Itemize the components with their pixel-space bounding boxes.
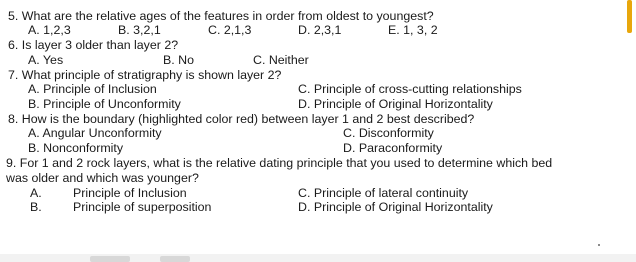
q7-option-d: D. Principle of Original Horizontality xyxy=(298,97,493,111)
q7-option-a: A. Principle of Inclusion xyxy=(28,82,157,96)
q5-option-b: B. 3,2,1 xyxy=(118,23,161,37)
q8-option-b: B. Nonconformity xyxy=(28,141,124,155)
q9-option-d: D. Principle of Original Horizontality xyxy=(298,200,493,214)
question-9-line-2: was older and which was younger? xyxy=(6,171,199,185)
cropped-text-fragment xyxy=(160,256,190,262)
q9-option-a-text: Principle of Inclusion xyxy=(73,186,187,200)
question-7: 7. What principle of stratigraphy is shown layer 2? xyxy=(8,68,282,82)
stray-mark xyxy=(598,244,600,246)
cropped-text-fragment xyxy=(90,256,130,262)
q6-option-a: A. Yes xyxy=(28,53,64,67)
q7-option-c: C. Principle of cross-cutting relationships xyxy=(298,82,522,96)
highlight-marker xyxy=(627,0,632,33)
question-8: 8. How is the boundary (highlighted color red) between layer 1 and 2 best described? xyxy=(8,112,475,126)
q5-option-e: E. 1, 3, 2 xyxy=(388,23,438,37)
q8-option-c: C. Disconformity xyxy=(343,126,434,140)
q6-option-b: B. No xyxy=(163,53,194,67)
q9-option-b-text: Principle of superposition xyxy=(73,200,212,214)
question-9-line-1: 9. For 1 and 2 rock layers, what is the relative dating principle that you used to determine which bed xyxy=(6,156,553,170)
q5-option-a: A. 1,2,3 xyxy=(28,23,71,37)
q5-option-d: D. 2,3,1 xyxy=(298,23,342,37)
q9-option-c: C. Principle of lateral continuity xyxy=(298,186,469,200)
q8-option-a: A. Angular Unconformity xyxy=(28,126,162,140)
q8-option-d: D. Paraconformity xyxy=(343,141,443,155)
q9-option-b-letter: B. xyxy=(30,200,42,214)
q7-option-b: B. Principle of Unconformity xyxy=(28,97,181,111)
question-5: 5. What are the relative ages of the features in order from oldest to youngest? xyxy=(8,9,434,23)
q9-option-a-letter: A. xyxy=(30,186,42,200)
q5-option-c: C. 2,1,3 xyxy=(208,23,252,37)
question-6: 6. Is layer 3 older than layer 2? xyxy=(8,38,179,52)
q6-option-c: C. Neither xyxy=(253,53,309,67)
